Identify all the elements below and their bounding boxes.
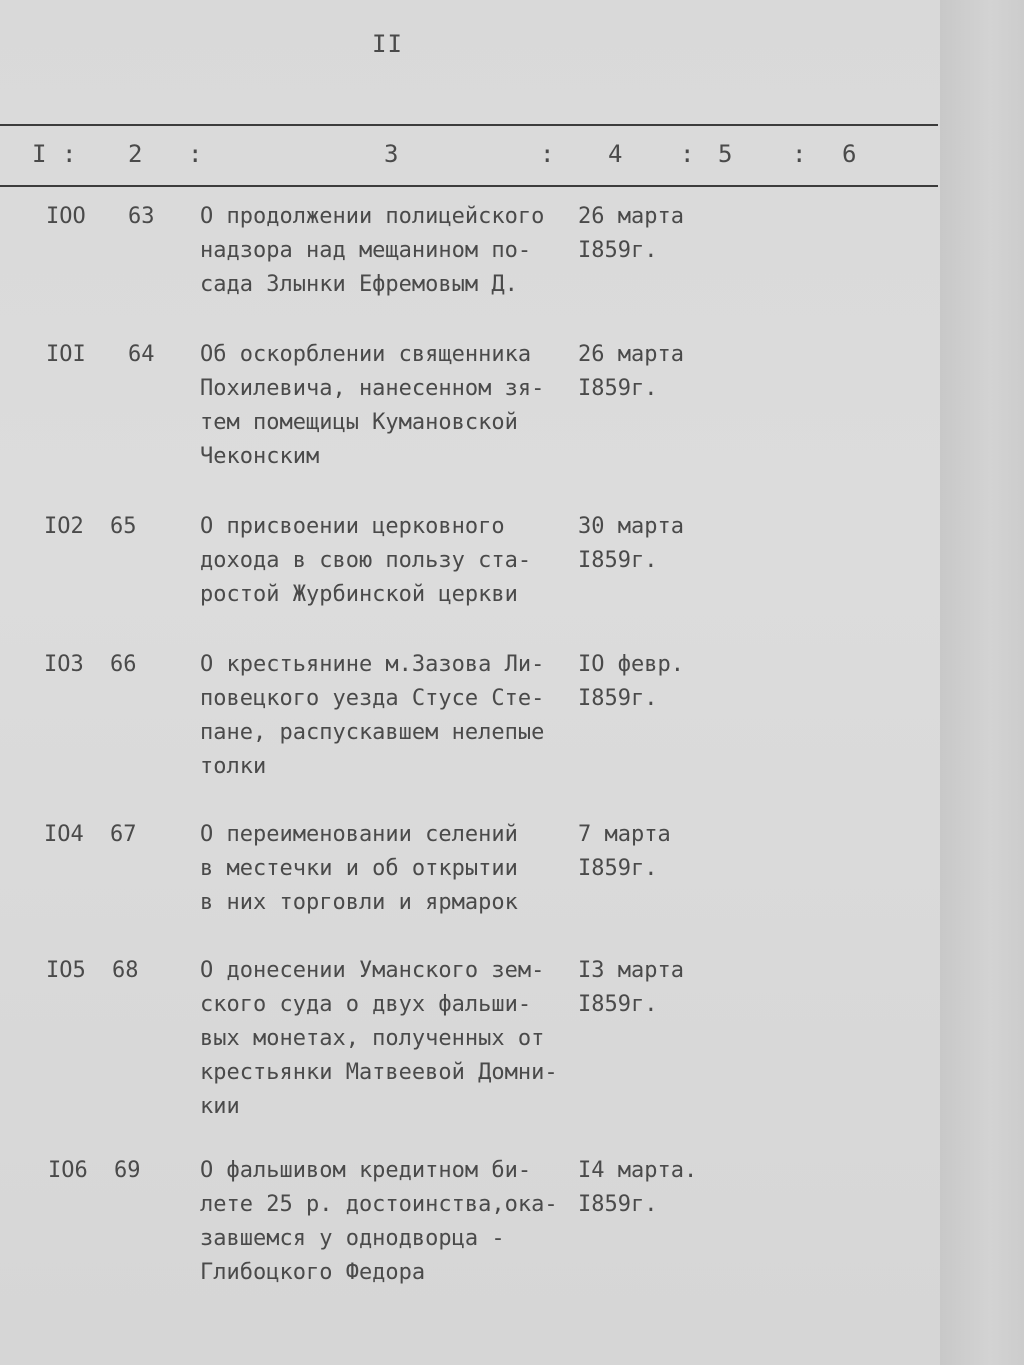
column-header-2: 2 <box>128 140 143 168</box>
entry-date <box>578 338 684 406</box>
entry-date-year: I859г. <box>578 686 658 711</box>
entry-title-line: надзора над мещанином по- <box>200 238 532 263</box>
entry-date-day: IO февр. <box>578 652 684 677</box>
entry-title-line: О присвоении церковного <box>200 514 505 539</box>
entry-case-number: 66 <box>110 652 137 677</box>
entry-title <box>200 200 580 302</box>
entry-date-day: 30 марта <box>578 514 684 539</box>
entry-date-day: I4 марта. <box>578 1158 698 1183</box>
entry-number: IO3 <box>44 652 84 677</box>
entry-date-year: I859г. <box>578 856 658 881</box>
entry-title-line: лете 25 р. достоинства,ока- <box>200 1192 558 1217</box>
entry-date <box>578 954 684 1022</box>
entry-date-year: I859г. <box>578 238 658 263</box>
header-top-rule <box>0 124 938 126</box>
column-separator: : <box>62 140 77 168</box>
entry-title-line: сада Злынки Ефремовым Д. <box>200 272 518 297</box>
column-separator: : <box>540 140 555 168</box>
entry-title <box>200 1154 580 1290</box>
entry-date <box>578 510 684 578</box>
entry-case-number: 68 <box>112 958 139 983</box>
column-header-6: 6 <box>842 140 857 168</box>
column-separator: : <box>680 140 695 168</box>
entry-title-line: в них торговли и ярмарок <box>200 890 518 915</box>
page-number: II <box>372 30 403 58</box>
entry-title-line: ростой Журбинской церкви <box>200 582 518 607</box>
entry-number: IO5 <box>46 958 86 983</box>
entry-date-day: 7 марта <box>578 822 671 847</box>
entry-date-year: I859г. <box>578 548 658 573</box>
underlying-page-edge <box>940 0 1024 1365</box>
entry-title-line: дохода в свою пользу ста- <box>200 548 532 573</box>
entry-title-line: повецкого уезда Стусе Сте- <box>200 686 545 711</box>
entry-title-line: пане, распускавшем нелепые <box>200 720 545 745</box>
entry-title <box>200 648 580 784</box>
entry-title-line: Об оскорблении священника <box>200 342 532 367</box>
column-header-5: 5 <box>718 140 733 168</box>
entry-title <box>200 954 580 1124</box>
entry-case-number: 69 <box>114 1158 141 1183</box>
entry-date <box>578 1154 697 1222</box>
entry-title-line: вых монетах, полученных от <box>200 1026 545 1051</box>
entry-title-line: кии <box>200 1094 240 1119</box>
entry-case-number: 65 <box>110 514 137 539</box>
entry-date-year: I859г. <box>578 376 658 401</box>
entry-title-line: тем помещицы Кумановской <box>200 410 518 435</box>
entry-number: IO4 <box>44 822 84 847</box>
entry-title-line: толки <box>200 754 267 779</box>
column-separator: : <box>792 140 807 168</box>
entry-case-number: 64 <box>128 342 155 367</box>
column-header-4: 4 <box>608 140 623 168</box>
entry-title-line: О продолжении полицейского <box>200 204 545 229</box>
column-separator: : <box>188 140 203 168</box>
entry-title <box>200 510 580 612</box>
entry-title-line: О донесении Уманского зем- <box>200 958 545 983</box>
entry-title-line: ского суда о двух фальши- <box>200 992 532 1017</box>
entry-title-line: Глибоцкого Федора <box>200 1260 426 1285</box>
entry-date <box>578 818 671 886</box>
entry-title <box>200 338 580 474</box>
entry-title-line: завшемся у однодворца - <box>200 1226 505 1251</box>
entry-title-line: О крестьянине м.Зазова Ли- <box>200 652 545 677</box>
entry-case-number: 67 <box>110 822 137 847</box>
entry-title-line: Похилевича, нанесенном зя- <box>200 376 545 401</box>
entry-title-line: О фальшивом кредитном би- <box>200 1158 532 1183</box>
entry-case-number: 63 <box>128 204 155 229</box>
entry-number: IO6 <box>48 1158 88 1183</box>
entry-title-line: крестьянки Матвеевой Домни- <box>200 1060 558 1085</box>
entry-date <box>578 648 684 716</box>
entry-date <box>578 200 684 268</box>
entry-number: IOI <box>46 342 86 367</box>
entry-date-day: 26 марта <box>578 204 684 229</box>
entry-title <box>200 818 580 920</box>
entry-number: IO2 <box>44 514 84 539</box>
header-bottom-rule <box>0 185 938 187</box>
entry-number: IOO <box>46 204 86 229</box>
column-header-3: 3 <box>384 140 399 168</box>
entry-title-line: в местечки и об открытии <box>200 856 518 881</box>
entry-date-day: I3 марта <box>578 958 684 983</box>
entry-title-line: Чеконским <box>200 444 320 469</box>
entry-date-day: 26 марта <box>578 342 684 367</box>
entry-date-year: I859г. <box>578 1192 658 1217</box>
entry-date-year: I859г. <box>578 992 658 1017</box>
column-header-1: I <box>32 140 47 168</box>
entry-title-line: О переименовании селений <box>200 822 518 847</box>
